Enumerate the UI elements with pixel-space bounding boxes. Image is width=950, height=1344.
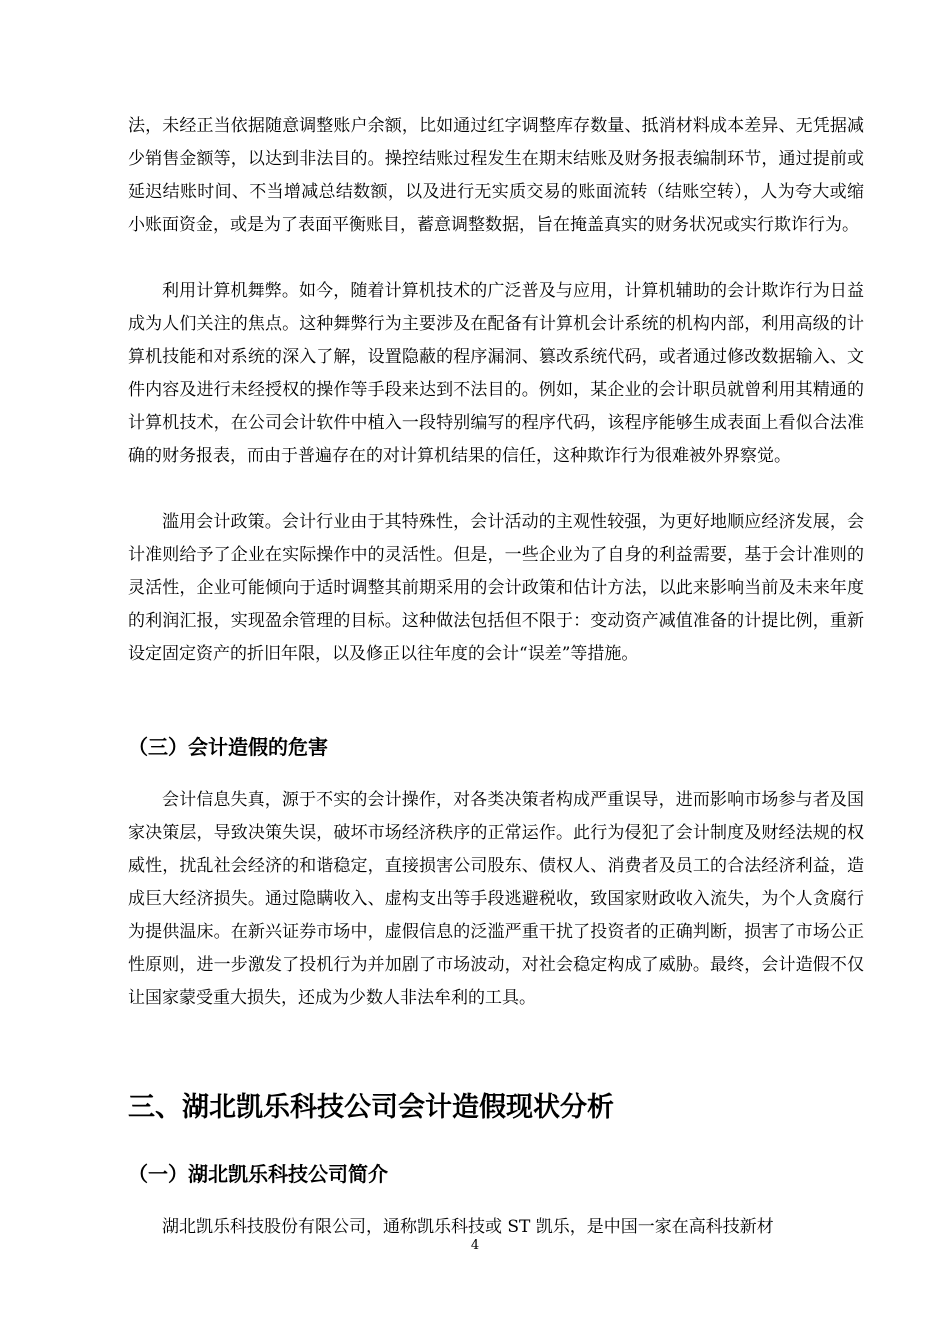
page-number: 4 <box>470 1238 480 1253</box>
paragraph-company-intro: 湖北凯乐科技股份有限公司，通称凯乐科技或 ST 凯乐，是中国一家在高科技新材 <box>162 1217 774 1237</box>
heading-section-3: 三、湖北凯乐科技公司会计造假现状分析 <box>128 1092 614 1123</box>
paragraph-account-manipulation: 法，未经正当依据随意调整账户余额，比如通过红字调整库存数量、抵消材料成本差异、无凭据减少销售金额等，以达到非法目的。操控结账过程发生在期末结账及财务报表编制环节，通过提前或延迟结账时间、不当增减总结数额，以及进行无实质交易的账面流转（结账空转），人为夸大或缩小账面资金，或是为了表面平衡账目，蓄意调整数据，旨在掩盖真实的财务状况或实行欺诈行为。 <box>128 116 864 235</box>
paragraph-computer-fraud: 利用计算机舞弊。如今，随着计算机技术的广泛普及与应用，计算机辅助的会计欺诈行为日益成为人们关注的焦点。这种舞弊行为主要涉及在配备有计算机会计系统的机构内部，利用高级的计算机技能和对系统的深入了解，设置隐蔽的程序漏洞、篡改系统代码，或者通过修改数据输入、文件内容及进行未经授权的操作等手段来达到不法目的。例如，某企业的会计职员就曾利用其精通的计算机技术，在公司会计软件中植入一段特别编写的程序代码，该程序能够生成表面上看似合法准确的财务报表，而由于普遍存在的对计算机结果的信任，这种欺诈行为很难被外界察觉。 <box>128 281 864 466</box>
paragraph-fraud-harm: 会计信息失真，源于不实的会计操作，对各类决策者构成严重误导，进而影响市场参与者及国家决策层，导致决策失误，破坏市场经济秩序的正常运作。此行为侵犯了会计制度及财经法规的权威性，扰乱社会经济的和谐稳定，直接损害公司股东、债权人、消费者及员工的合法经济利益，造成巨大经济损失。通过隐瞒收入、虚构支出等手段逃避税收，致国家财政收入流失，为个人贪腐行为提供温床。在新兴证券市场中，虚假信息的泛滥严重干扰了投资者的正确判断，损害了市场公正性原则，进一步激发了投机行为并加剧了市场波动，对社会稳定构成了威胁。最终，会计造假不仅让国家蒙受重大损失，还成为少数人非法牟利的工具。 <box>128 790 864 1008</box>
heading-fraud-harm: （三）会计造假的危害 <box>128 735 328 759</box>
paragraph-policy-abuse: 滥用会计政策。会计行业由于其特殊性，会计活动的主观性较强，为更好地顺应经济发展，会计准则给予了企业在实际操作中的灵活性。但是，一些企业为了自身的利益需要，基于会计准则的灵活性，企业可能倾向于适时调整其前期采用的会计政策和估计方法，以此来影响当前及未来年度的利润汇报，实现盈余管理的目标。这种做法包括但不限于：变动资产减值准备的计提比例，重新设定固定资产的折旧年限，以及修正以往年度的会计“误差”等措施。 <box>128 512 864 664</box>
heading-company-intro: （一）湖北凯乐科技公司简介 <box>128 1162 388 1186</box>
